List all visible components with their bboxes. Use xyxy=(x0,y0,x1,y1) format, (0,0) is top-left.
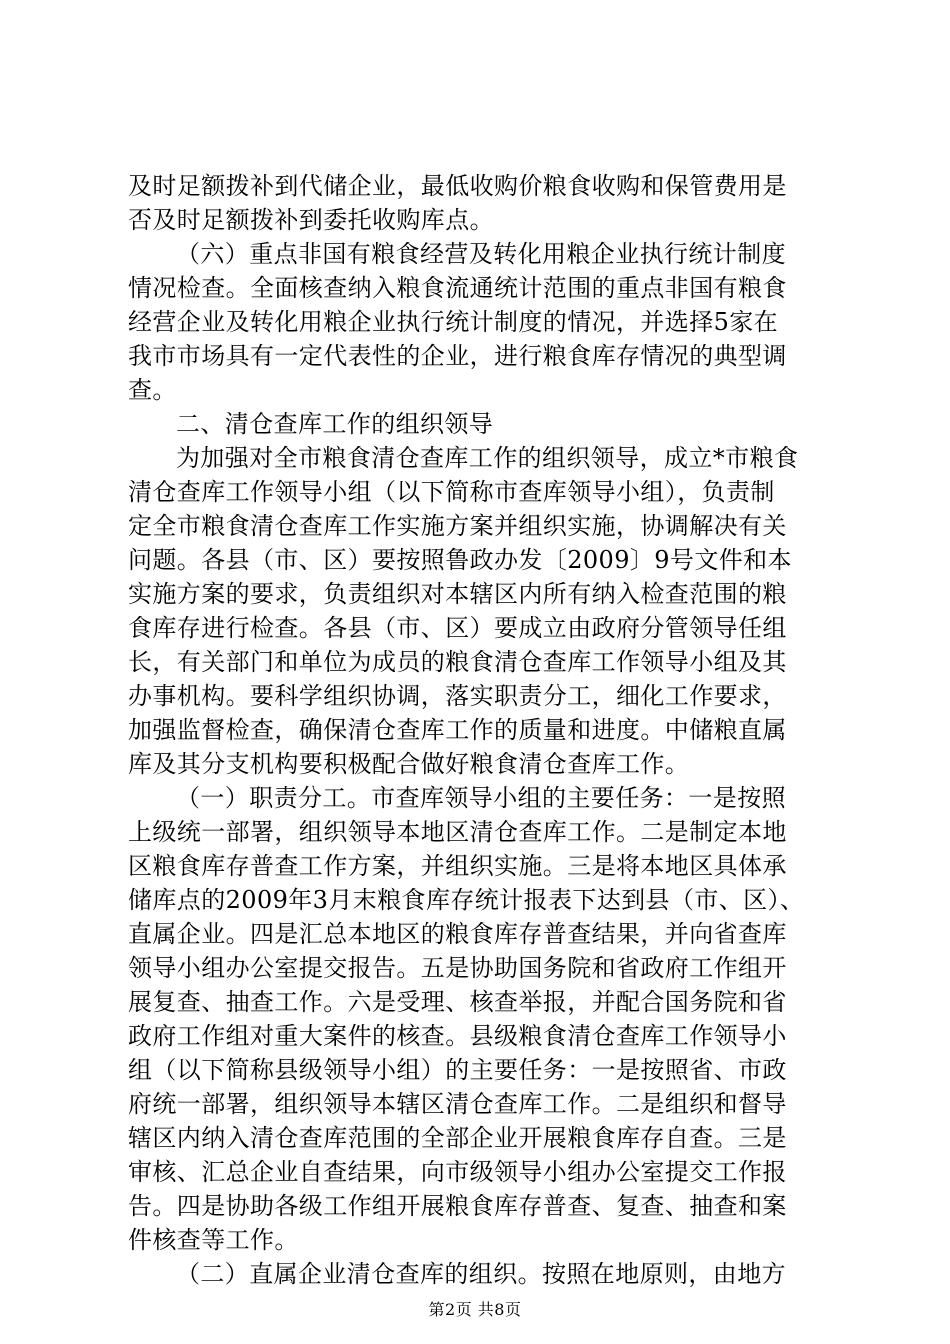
text-line: （六）重点非国有粮食经营及转化用粮企业执行统计制度 xyxy=(176,240,786,268)
section-heading: 二、清仓查库工作的组织领导 xyxy=(176,410,494,438)
text-line: 定全市粮食清仓查库工作实施方案并组织实施，协调解决有关 xyxy=(128,512,787,540)
text-line: 审核、汇总企业自查结果，向市级领导小组办公室提交工作报 xyxy=(128,1158,787,1186)
text-line: 实施方案的要求，负责组织对本辖区内所有纳入检查范围的粮 xyxy=(128,580,787,608)
text-line: 经营企业及转化用粮企业执行统计制度的情况，并选择5家在 xyxy=(128,308,779,336)
text-line: 加强监督检查，确保清仓查库工作的质量和进度。中储粮直属 xyxy=(128,716,787,744)
text-line: 情况检查。全面核查纳入粮食流通统计范围的重点非国有粮食 xyxy=(128,274,787,302)
text-line: 办事机构。要科学组织协调，落实职责分工，细化工作要求， xyxy=(128,682,787,710)
text-line: 问题。各县（市、区）要按照鲁政办发〔2009〕9号文件和本 xyxy=(128,546,792,574)
text-line: 上级统一部署，组织领导本地区清仓查库工作。二是制定本地 xyxy=(128,818,787,846)
text-line: 区粮食库存普查工作方案，并组织实施。三是将本地区具体承 xyxy=(128,852,787,880)
text-line: 否及时足额拨补到委托收购库点。 xyxy=(128,206,494,234)
text-line: 食库存进行检查。各县（市、区）要成立由政府分管领导任组 xyxy=(128,614,787,642)
text-line: 及时足额拨补到代储企业，最低收购价粮食收购和保管费用是 xyxy=(128,172,787,200)
text-line: 政府工作组对重大案件的核查。县级粮食清仓查库工作领导小 xyxy=(128,1022,787,1050)
text-line: 直属企业。四是汇总本地区的粮食库存普查结果，并向省查库 xyxy=(128,920,787,948)
text-line: 辖区内纳入清仓查库范围的全部企业开展粮食库存自查。三是 xyxy=(128,1124,787,1152)
text-line: 展复查、抽查工作。六是受理、核查举报，并配合国务院和省 xyxy=(128,988,787,1016)
text-line: 查。 xyxy=(128,376,177,404)
text-line: 件核查等工作。 xyxy=(128,1226,299,1254)
text-line: 为加强对全市粮食清仓查库工作的组织领导，成立*市粮食 xyxy=(176,444,799,472)
text-line: 库及其分支机构要积极配合做好粮食清仓查库工作。 xyxy=(128,750,690,778)
text-line: 我市市场具有一定代表性的企业，进行粮食库存情况的典型调 xyxy=(128,342,787,370)
page-number-footer: 第2页 共8页 xyxy=(428,1300,522,1319)
text-line: 储库点的2009年3月末粮食库存统计报表下达到县（市、区）、 xyxy=(128,886,805,914)
text-line: 清仓查库工作领导小组（以下简称市查库领导小组），负责制 xyxy=(128,478,775,506)
text-line: 领导小组办公室提交报告。五是协助国务院和省政府工作组开 xyxy=(128,954,787,982)
text-line: 府统一部署，组织领导本辖区清仓查库工作。二是组织和督导 xyxy=(128,1090,787,1118)
text-line: （二）直属企业清仓查库的组织。按照在地原则，由地方 xyxy=(176,1260,786,1288)
text-line: 长，有关部门和单位为成员的粮食清仓查库工作领导小组及其 xyxy=(128,648,787,676)
text-line: （一）职责分工。市查库领导小组的主要任务：一是按照 xyxy=(176,784,786,812)
text-line: 告。四是协助各级工作组开展粮食库存普查、复查、抽查和案 xyxy=(128,1192,787,1220)
text-line: 组（以下简称县级领导小组）的主要任务：一是按照省、市政 xyxy=(128,1056,787,1084)
